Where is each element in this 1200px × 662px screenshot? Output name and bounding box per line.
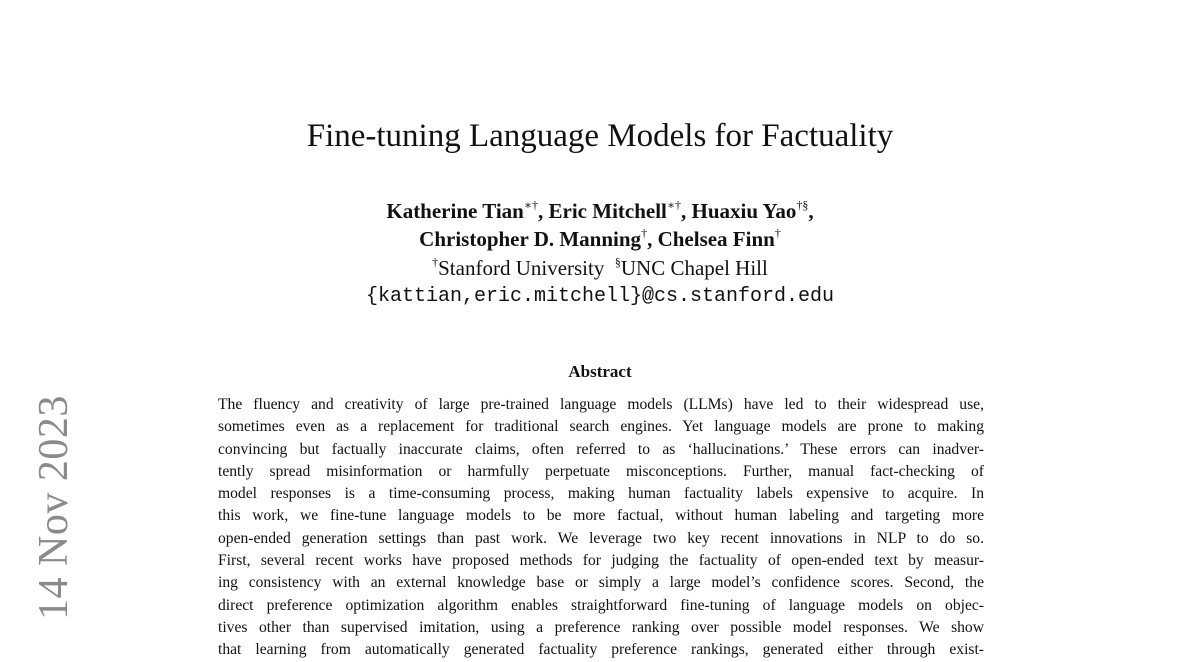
author-line-1 [0,197,1200,225]
author-name: Chelsea Finn [657,227,775,251]
author-affiliation-mark: † [774,226,781,240]
abstract-line: that learning from automatically generated factuality preference rankings, generated either through exist- [218,641,984,659]
author-name: Christopher D. Manning [419,227,642,251]
affiliation-name: Stanford University [438,256,605,280]
author-separator: , [538,199,549,223]
affiliations [0,256,1200,281]
abstract-line: tently spread misinformation or harmfully perpetuate misconceptions. Further, manual fact-checking of [218,462,984,480]
abstract-line: The fluency and creativity of large pre-trained language models (LLMs) have led to their widespread use, [218,396,984,413]
abstract-heading: Abstract [568,362,632,381]
abstract-line: sometimes even as a replacement for traditional search engines. Yet language models are prone to making [218,418,984,436]
author-affiliation-mark: ∗† [666,198,682,212]
author-affiliation-mark: † [641,226,648,240]
author-email: {kattian,eric.mitchell}@cs.stanford.edu [365,285,835,308]
author-affiliation-mark: ∗† [523,198,539,212]
abstract-line: this work, we fine-tune language models to be more factual, without human labeling and targeting more [218,507,984,525]
author-name: Katherine Tian [386,199,524,223]
author-name: Eric Mitchell [548,199,667,223]
abstract-line: First, several recent works have proposed methods for judging the factuality of open-ended text by measur- [218,552,984,570]
author-list [0,197,1200,253]
affiliation-name: UNC Chapel Hill [620,256,768,280]
author-separator: , [808,199,814,223]
affiliation-mark: § [614,255,621,269]
affiliation-mark: † [432,255,439,269]
author-separator: , [647,227,658,251]
abstract-line: direct preference optimization algorithm enables straightforward fine-tuning of language models on objec- [218,596,984,614]
author-affiliation-mark: †§ [796,198,809,212]
abstract-line: open-ended generation settings than past work. We leverage two key recent innovations in NLP to do so. [218,529,984,547]
abstract-line: model responses is a time-consuming process, making human factuality labels expensive to acquire. In [218,485,984,503]
abstract-line: tives other than supervised imitation, using a preference ranking over possible model responses. We show [218,618,984,636]
abstract-body [218,394,984,662]
arxiv-date-stamp: 14 Nov 2023 [31,395,77,620]
author-separator: , [681,199,692,223]
abstract-line: ing consistency with an external knowledge base or simply a large model’s confidence scores. Second, the [218,574,984,592]
abstract-line: convincing but factually inaccurate claims, often referred to as ‘hallucinations.’ These errors can inadver- [218,440,984,458]
author-line-2 [0,225,1200,253]
paper-title: Fine-tuning Language Models for Factuality [306,118,894,154]
author-name: Huaxiu Yao [691,199,797,223]
